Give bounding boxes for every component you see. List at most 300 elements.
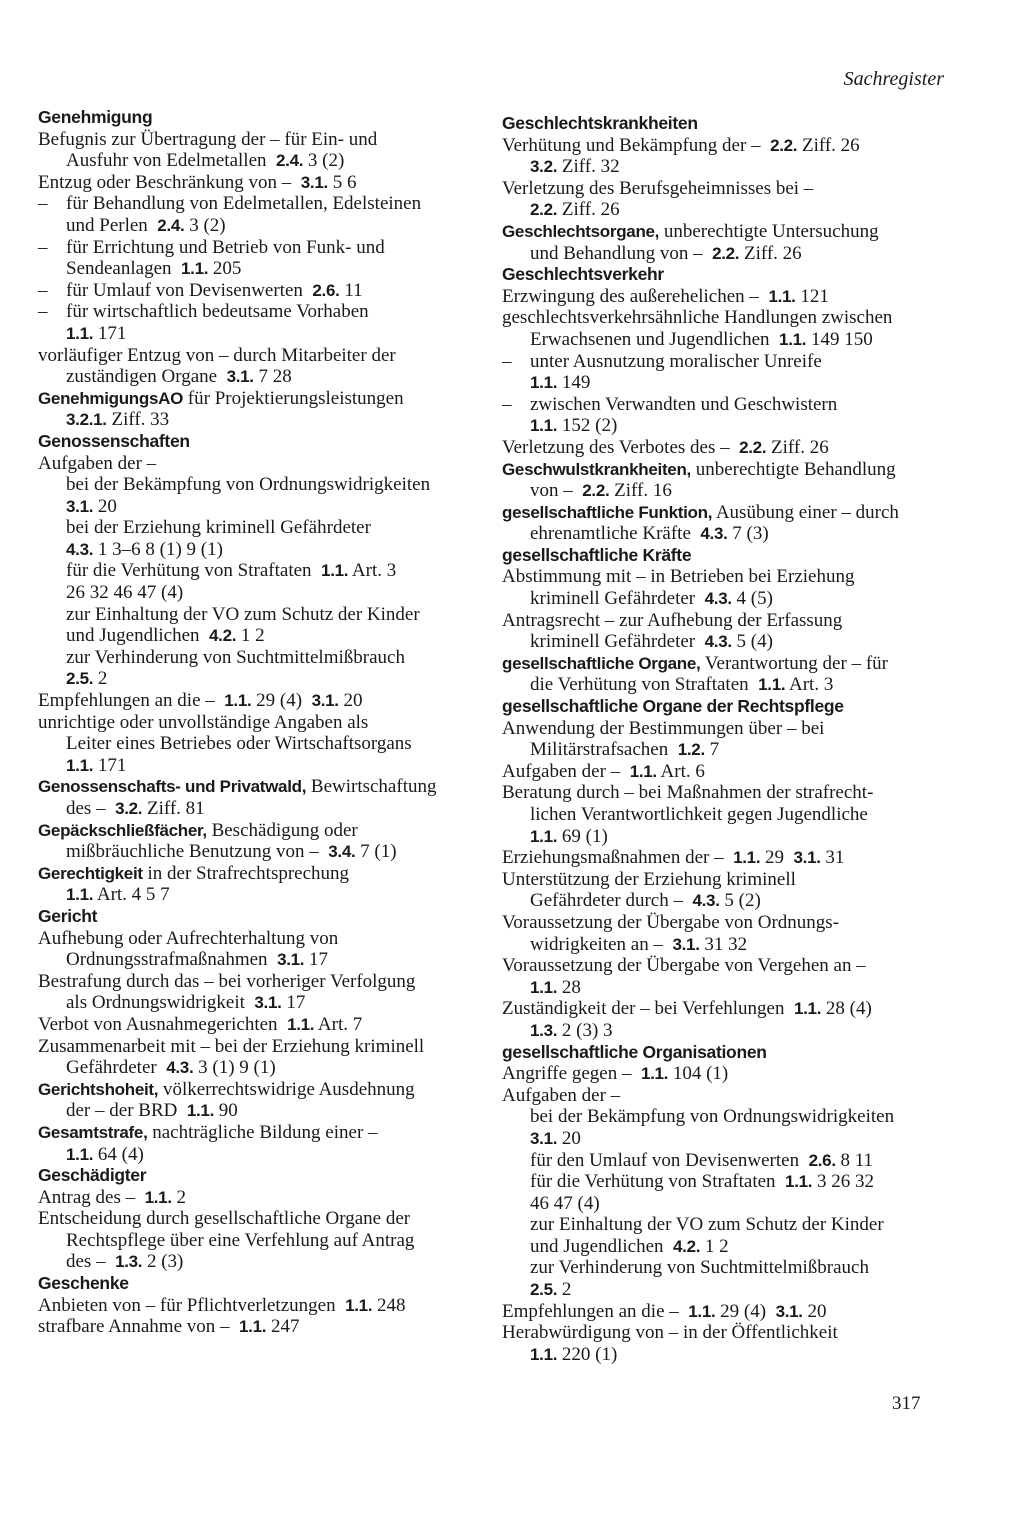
index-headword: gesellschaftliche Organisationen: [502, 1041, 767, 1062]
reference-number: 2.2.: [712, 243, 740, 263]
entry-text: Verbot von Ausnahmegerichten: [38, 1013, 278, 1035]
index-column-right: [502, 113, 952, 1365]
index-entry: [502, 869, 952, 891]
entry-text: Ausübung einer – durch: [715, 501, 899, 523]
reference-detail: 247: [270, 1316, 300, 1338]
index-headword-entry: [38, 388, 488, 410]
reference-number: 3.1.: [672, 934, 700, 954]
index-subentry: [38, 301, 488, 323]
entry-text: Gefährdeter durch –: [530, 890, 683, 912]
reference-number: 3.1.: [793, 848, 821, 868]
entry-text: Leiter eines Betriebes oder Wirtschaftsorgans: [66, 733, 412, 755]
entry-text: Entscheidung durch gesellschaftliche Organe der: [38, 1208, 411, 1230]
entry-text: in der Strafrechtsprechung: [147, 862, 350, 884]
index-entry: [502, 912, 952, 934]
entry-text: Unterstützung der Erziehung kriminell: [502, 868, 796, 890]
index-headword: gesellschaftliche Organe der Rechtspflege: [502, 696, 844, 717]
entry-text: Empfehlungen an die –: [38, 690, 215, 712]
entry-text: bei der Bekämpfung von Ordnungswidrigkeiten: [530, 1106, 895, 1128]
entry-text: von –: [530, 480, 573, 502]
reference-detail: 2: [176, 1186, 186, 1208]
reference-detail: Ziff. 26: [561, 199, 620, 221]
index-continuation: [38, 668, 488, 690]
index-continuation: [502, 674, 952, 696]
index-headword: Genossenschaften: [38, 430, 190, 451]
entry-text: zur Verhinderung von Suchtmittelmißbrauch: [530, 1257, 869, 1279]
entry-text: Gefährdeter: [66, 1057, 157, 1079]
entry-text: Ordnungsstrafmaßnahmen: [66, 949, 268, 971]
entry-text: Aufgaben der –: [38, 452, 157, 474]
index-continuation: [38, 949, 488, 971]
entry-text: für die Verhütung von Straftaten: [530, 1171, 776, 1193]
reference-number: 1.1.: [629, 761, 657, 781]
entry-text: für Errichtung und Betrieb von Funk- und: [66, 236, 385, 258]
index-headword-entry: [38, 820, 488, 842]
reference-number: 1.1.: [530, 416, 558, 436]
entry-text: Voraussetzung der Übergabe von Ordnungs-: [502, 911, 839, 933]
entry-text: Bestrafung durch das – bei vorheriger Verfolgung: [38, 970, 416, 992]
index-entry: [38, 1208, 488, 1230]
entry-text: Militärstrafsachen: [530, 739, 669, 761]
reference-detail: 7 28: [258, 366, 292, 388]
reference-detail: 17: [286, 992, 306, 1014]
index-entry: [502, 135, 952, 157]
entry-text: 26 32 46 47 (4): [66, 582, 184, 604]
entry-text: für den Umlauf von Devisenwerten: [530, 1149, 800, 1171]
index-entry: [38, 928, 488, 950]
reference-number: 4.3.: [692, 891, 720, 911]
entry-text: zwischen Verwandten und Geschwistern: [530, 393, 838, 415]
entry-text: des –: [66, 798, 106, 819]
reference-number: 1.1.: [758, 675, 786, 695]
reference-number: 2.4.: [276, 151, 304, 171]
reference-detail: 1 3–6 8 (1) 9 (1): [97, 538, 223, 560]
index-continuation: [502, 199, 952, 221]
reference-detail: 29 (4): [720, 1300, 767, 1322]
entry-text: Bewirtschaftung: [310, 776, 437, 798]
index-entry: [38, 1316, 488, 1338]
entry-text: zuständigen Organe: [66, 366, 218, 388]
entry-text: für Behandlung von Edelmetallen, Edelsteinen: [66, 193, 422, 215]
reference-detail: 31 32: [704, 933, 748, 955]
index-continuation: [502, 977, 952, 999]
entry-text: zur Einhaltung der VO zum Schutz der Kinder: [530, 1214, 884, 1236]
entry-text: unter Ausnutzung moralischer Unreife: [530, 350, 822, 372]
entry-text: kriminell Gefährdeter: [530, 588, 696, 610]
index-entry: [502, 1085, 952, 1107]
reference-detail: Art. 7: [317, 1013, 363, 1035]
index-headword-entry: [502, 502, 952, 524]
reference-detail: 29 (4): [256, 690, 303, 712]
reference-number: 4.2.: [209, 626, 237, 646]
entry-text: Aufgaben der –: [502, 1084, 621, 1106]
entry-text: Verantwortung der – für: [704, 652, 888, 674]
reference-number: 2.6.: [808, 1150, 836, 1170]
index-continuation: [502, 890, 952, 912]
reference-number: 1.1.: [530, 373, 558, 393]
entry-text: Beschädigung oder: [211, 819, 358, 841]
index-continuation: [502, 826, 952, 848]
index-continuation: [502, 1257, 952, 1279]
entry-text: Beratung durch – bei Maßnahmen der strafrecht-: [502, 782, 874, 804]
reference-detail: 20: [343, 690, 363, 712]
entry-text: Erwachsenen und Jugendlichen: [530, 328, 770, 350]
index-continuation: [502, 739, 952, 761]
entry-text: der – der BRD: [66, 1100, 178, 1122]
index-entry: [38, 1187, 488, 1209]
reference-number: 3.1.: [300, 172, 328, 192]
reference-detail: 90: [218, 1100, 238, 1122]
index-continuation: [38, 560, 488, 582]
entry-text: mißbräuchliche Benutzung von –: [66, 841, 319, 863]
index-continuation: [502, 1020, 952, 1042]
reference-number: 3.1.: [775, 1301, 803, 1321]
index-continuation: [38, 733, 488, 755]
entry-text: Sendeanlagen: [66, 258, 172, 280]
index-continuation: [38, 1100, 488, 1122]
reference-number: 1.1.: [66, 1144, 94, 1164]
index-entry: [38, 712, 488, 734]
entry-text: Verhütung und Bekämpfung der –: [502, 134, 761, 156]
reference-detail: 11: [344, 279, 363, 301]
reference-number: 1.2.: [677, 740, 705, 760]
index-continuation: [38, 517, 488, 539]
index-entry: [502, 761, 952, 783]
entry-text: Entzug oder Beschränkung von –: [38, 171, 292, 193]
entry-text: und Jugendlichen: [66, 625, 200, 647]
reference-number: 1.1.: [530, 977, 558, 997]
reference-detail: 5 6: [332, 171, 357, 193]
index-continuation: [38, 258, 488, 280]
reference-number: 2.6.: [312, 280, 340, 300]
index-continuation: [502, 588, 952, 610]
index-headword: Geschlechtskrankheiten: [502, 113, 698, 133]
reference-detail: 3 26 32: [816, 1171, 874, 1193]
reference-detail: 149 150: [810, 328, 873, 350]
entry-text: Zuständigkeit der – bei Verfehlungen: [502, 998, 785, 1020]
reference-detail: 20: [561, 1127, 581, 1149]
index-entry: [38, 971, 488, 993]
index-entry: [502, 955, 952, 977]
entry-text: für Projektierungsleistungen: [187, 387, 404, 409]
reference-number: 2.5.: [530, 1280, 558, 1300]
index-entry: [502, 782, 952, 804]
entry-text: die Verhütung von Straftaten: [530, 674, 749, 696]
reference-number: 2.5.: [66, 669, 94, 689]
entry-text: Verletzung des Berufsgeheimnisses bei –: [502, 177, 814, 199]
reference-detail: 3 (2): [307, 150, 345, 172]
entry-text: Aufhebung oder Aufrechterhaltung von: [38, 927, 339, 949]
index-continuation: [502, 156, 952, 178]
reference-number: 3.1.: [226, 367, 254, 387]
entry-text: 46 47 (4): [530, 1192, 600, 1214]
index-subentry: [38, 280, 488, 302]
entry-text: Verletzung des Verbotes des –: [502, 436, 730, 458]
reference-detail: 7 (3): [732, 523, 769, 545]
entry-text: Antrag des –: [38, 1186, 136, 1208]
reference-detail: Art. 4 5 7: [96, 884, 170, 906]
reference-number: 4.3.: [66, 539, 94, 559]
index-continuation: [38, 323, 488, 345]
entry-text: strafbare Annahme von –: [38, 1316, 230, 1338]
reference-number: 2.4.: [157, 215, 185, 235]
entry-text: lichen Verantwortlichkeit gegen Jugendliche: [530, 804, 868, 825]
entry-text: Anbieten von – für Pflichtverletzungen: [38, 1294, 336, 1316]
reference-number: 1.1.: [779, 329, 807, 349]
entry-text: des –: [66, 1251, 106, 1273]
reference-detail: 205: [212, 258, 242, 280]
index-continuation: [502, 1128, 952, 1150]
entry-text: widrigkeiten an –: [530, 933, 663, 955]
headword: Gerichtshoheit,: [38, 1079, 159, 1099]
index-headword: Gericht: [38, 905, 98, 926]
reference-number: 1.1.: [66, 885, 94, 905]
reference-number: 1.3.: [530, 1020, 558, 1040]
reference-number: 1.1.: [768, 286, 796, 306]
reference-detail: 20: [97, 495, 117, 517]
reference-number: 1.1.: [181, 259, 209, 279]
reference-detail: Ziff. 26: [801, 134, 860, 156]
index-continuation: [38, 755, 488, 777]
entry-text: und Behandlung von –: [530, 242, 703, 264]
reference-number: 1.1.: [144, 1187, 172, 1207]
reference-number: 1.1.: [287, 1014, 315, 1034]
index-continuation: [502, 631, 952, 653]
index-continuation: [38, 1230, 488, 1252]
reference-detail: 69 (1): [561, 825, 608, 847]
reference-detail: 20: [807, 1300, 827, 1322]
entry-text: zur Einhaltung der VO zum Schutz der Kinder: [66, 603, 420, 625]
entry-text: völkerrechtswidrige Ausdehnung: [162, 1078, 415, 1100]
reference-number: 1.1.: [688, 1301, 716, 1321]
index-continuation: [502, 1150, 952, 1172]
running-head: Sachregister: [843, 68, 944, 90]
headword: Gepäckschließfächer,: [38, 820, 207, 840]
index-headword: Geschenke: [38, 1273, 129, 1294]
reference-detail: 29: [765, 847, 784, 869]
index-headword: Genehmigung: [38, 107, 153, 127]
index-continuation: [502, 1193, 952, 1215]
reference-detail: 2: [561, 1279, 572, 1301]
reference-number: 2.2.: [739, 437, 767, 457]
headword: Gesamtstrafe,: [38, 1122, 148, 1142]
reference-detail: 64 (4): [97, 1143, 144, 1165]
index-headword: Geschädigter: [38, 1165, 147, 1186]
reference-detail: Ziff. 81: [146, 798, 205, 819]
entry-text: Rechtspflege über eine Verfehlung auf Antrag: [66, 1229, 415, 1251]
index-continuation: [502, 1236, 952, 1258]
index-entry: [502, 1063, 952, 1085]
reference-number: 3.2.1.: [66, 410, 107, 430]
index-continuation: [38, 215, 488, 237]
reference-number: 4.3.: [700, 524, 728, 544]
reference-detail: Ziff. 32: [561, 156, 620, 178]
index-continuation: [38, 647, 488, 669]
index-column-left: [38, 107, 488, 1338]
reference-number: 3.2.: [115, 799, 143, 818]
index-continuation: [502, 243, 952, 265]
index-headword: gesellschaftliche Kräfte: [502, 544, 692, 565]
reference-detail: 121: [800, 285, 829, 307]
index-subentry: [38, 237, 488, 259]
reference-number: 3.1.: [66, 496, 94, 516]
entry-text: für wirtschaftlich bedeutsame Vorhaben: [66, 301, 369, 323]
entry-text: bei der Erziehung kriminell Gefährdeter: [66, 517, 371, 539]
entry-text: unberechtigte Behandlung: [695, 458, 896, 480]
index-headword-entry: [38, 1079, 488, 1101]
reference-detail: Art. 3: [789, 674, 834, 696]
headword: GenehmigungsAO: [38, 388, 184, 408]
index-entry: [38, 172, 488, 194]
entry-text: und Perlen: [66, 214, 148, 236]
headword: Geschwulstkrankheiten,: [502, 459, 691, 479]
headword: Genossenschafts- und Privatwald,: [38, 777, 307, 797]
entry-text: unberechtigte Untersuchung: [663, 220, 879, 242]
index-entry: [502, 437, 952, 459]
reference-detail: 5 (2): [724, 890, 761, 912]
entry-text: Voraussetzung der Übergabe von Vergehen an –: [502, 955, 866, 977]
reference-detail: 171: [97, 322, 127, 344]
entry-text: Erziehungsmaßnahmen der –: [502, 847, 724, 869]
reference-number: 4.3.: [704, 632, 732, 652]
reference-detail: 1 2: [240, 625, 265, 647]
reference-number: 3.2.: [530, 157, 558, 177]
reference-detail: 149: [561, 372, 591, 394]
index-subentry: [38, 193, 488, 215]
entry-text: Erzwingung des außerehelichen –: [502, 285, 759, 307]
index-continuation: [38, 1057, 488, 1079]
reference-detail: 220 (1): [561, 1343, 618, 1365]
reference-number: 4.2.: [673, 1236, 701, 1256]
index-continuation: [38, 884, 488, 906]
index-entry: [502, 1301, 952, 1323]
index-continuation: [38, 1144, 488, 1166]
index-continuation: [502, 523, 952, 545]
index-continuation: [502, 1106, 952, 1128]
index-entry: [502, 178, 952, 200]
index-entry: [502, 610, 952, 632]
index-continuation: [38, 474, 488, 496]
index-continuation: [38, 604, 488, 626]
entry-text: unrichtige oder unvollständige Angaben als: [38, 711, 369, 733]
reference-number: 3.1.: [311, 691, 339, 711]
reference-detail: 2: [97, 668, 108, 690]
reference-detail: 28 (4): [825, 998, 872, 1020]
index-continuation: [38, 150, 488, 172]
index-headword-entry: [38, 863, 488, 885]
reference-number: 3.4.: [328, 842, 356, 862]
reference-detail: 4 (5): [736, 588, 773, 610]
index-continuation: [38, 409, 488, 431]
reference-detail: 5 (4): [736, 631, 773, 653]
index-entry: [502, 307, 952, 329]
reference-detail: 3 (1) 9 (1): [198, 1057, 276, 1079]
entry-text: Herabwürdigung von – in der Öffentlichkeit: [502, 1322, 838, 1344]
index-headword-entry: [502, 221, 952, 243]
entry-text: nachträgliche Bildung einer –: [152, 1121, 378, 1143]
reference-detail: Art. 6: [660, 760, 705, 782]
index-entry: [38, 690, 488, 712]
index-continuation: [502, 480, 952, 502]
index-entry: [38, 129, 488, 151]
index-entry: [38, 1295, 488, 1317]
reference-detail: 248: [377, 1294, 406, 1316]
reference-number: 1.1.: [224, 691, 252, 711]
entry-text: vorläufiger Entzug von – durch Mitarbeiter der: [38, 344, 396, 366]
reference-number: 1.1.: [793, 999, 822, 1019]
reference-detail: 8 11: [840, 1149, 874, 1171]
reference-number: 1.1.: [186, 1101, 214, 1121]
reference-detail: Ziff. 16: [614, 480, 672, 502]
index-continuation: [502, 1279, 952, 1301]
index-entry: [502, 1322, 952, 1344]
entry-text: Empfehlungen an die –: [502, 1300, 679, 1322]
entry-text: Zusammenarbeit mit – bei der Erziehung kriminell: [38, 1035, 425, 1057]
entry-text: für die Verhütung von Straftaten: [66, 560, 312, 582]
reference-number: 2.2.: [770, 135, 798, 155]
entry-text: zur Verhinderung von Suchtmittelmißbrauch: [66, 646, 405, 668]
entry-text: ehrenamtliche Kräfte: [530, 523, 691, 545]
index-entry: [502, 998, 952, 1020]
entry-text: und Jugendlichen: [530, 1235, 664, 1257]
reference-number: 1.1.: [66, 323, 94, 343]
index-continuation: [502, 415, 952, 437]
reference-detail: 17: [308, 949, 328, 971]
reference-detail: Art. 3: [351, 560, 397, 582]
index-subentry: [502, 351, 952, 373]
reference-detail: 152 (2): [561, 415, 618, 437]
index-continuation: [38, 496, 488, 518]
index-headword-entry: [502, 459, 952, 481]
entry-text: Anwendung der Bestimmungen über – bei: [502, 717, 825, 739]
index-headword-entry: [38, 776, 488, 798]
reference-detail: 171: [97, 754, 127, 776]
entry-text: Angriffe gegen –: [502, 1063, 632, 1085]
index-continuation: [38, 366, 488, 388]
index-continuation: [38, 1251, 488, 1273]
entry-text: Befugnis zur Übertragung der – für Ein- und: [38, 128, 378, 150]
index-continuation: [38, 582, 488, 604]
entry-text: Abstimmung mit – in Betrieben bei Erziehung: [502, 566, 855, 588]
reference-number: 1.3.: [115, 1252, 143, 1272]
reference-number: 1.1.: [785, 1172, 813, 1192]
page-number: 317: [892, 1393, 921, 1414]
reference-number: 1.1.: [640, 1064, 669, 1084]
reference-detail: 2 (3) 3: [561, 1019, 613, 1041]
headword: Gerechtigkeit: [38, 863, 143, 883]
index-entry: [502, 566, 952, 588]
reference-detail: 31: [825, 847, 845, 869]
reference-number: 2.2.: [530, 200, 558, 220]
reference-detail: 28: [561, 976, 581, 998]
reference-number: 3.1.: [277, 950, 305, 970]
index-continuation: [38, 841, 488, 863]
entry-text: Antragsrecht – zur Aufhebung der Erfassung: [502, 609, 843, 631]
reference-detail: 7: [709, 739, 720, 761]
index-continuation: [38, 798, 488, 820]
reference-number: 1.1.: [345, 1295, 373, 1315]
index-continuation: [502, 1171, 952, 1193]
reference-number: 1.1.: [733, 848, 761, 868]
reference-number: 2.2.: [582, 481, 610, 501]
index-continuation: [502, 329, 952, 351]
reference-number: 1.1.: [66, 755, 94, 775]
index-continuation: [38, 625, 488, 647]
index-entry: [502, 847, 952, 869]
index-entry: [38, 1036, 488, 1058]
reference-number: 1.1.: [530, 826, 558, 846]
reference-number: 1.1.: [321, 561, 349, 581]
